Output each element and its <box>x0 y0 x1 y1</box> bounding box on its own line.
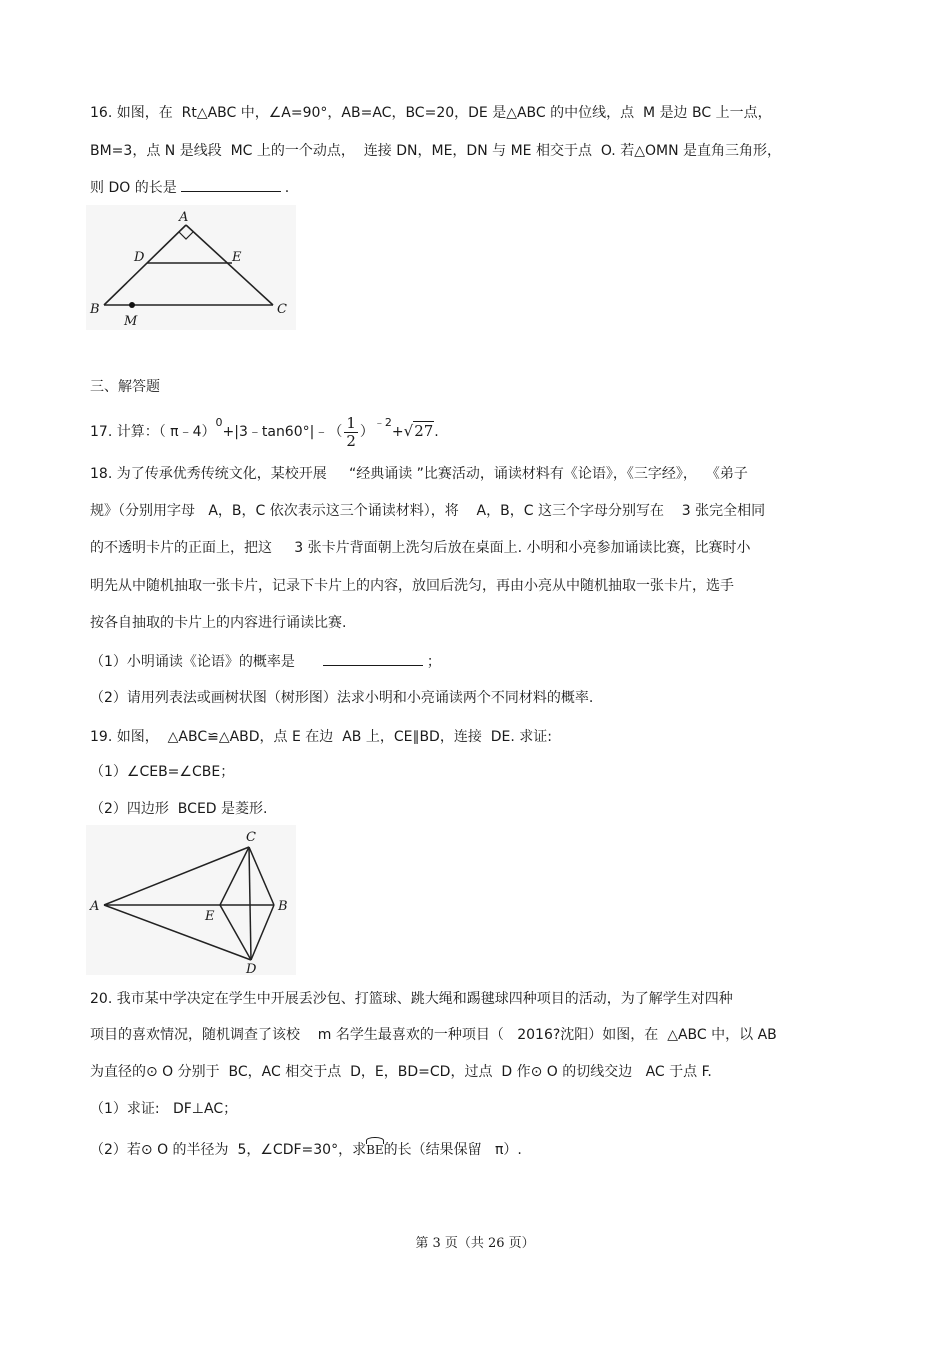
q16-line-2: BM=3，点 N 是线段 MC 上的一个动点， 连接 DN，ME，DN 与 ME 相交于点 O. 若△OMN 是直角三角形， <box>90 143 781 159</box>
label-m: M <box>124 314 138 329</box>
label-b: B <box>278 899 288 914</box>
label-c: C <box>246 830 256 845</box>
label-e: E <box>205 909 215 924</box>
exponent-neg-two: ﹣2 <box>373 416 392 429</box>
q20-line-1: 20. 我市某中学决定在学生中开展丢沙包、打篮球、跳大绳和踢毽球四种项目的活动，为了解学生对四种 <box>90 991 733 1007</box>
answer-blank <box>181 177 281 192</box>
q16-line-3-text: 则 DO 的长是 <box>90 180 177 196</box>
q18-sub-2: （2）请用列表法或画树状图（树形图）法求小明和小亮诵读两个不同材料的概率. <box>90 690 594 706</box>
q19-sub-1: （1）∠CEB=∠CBE； <box>90 764 235 780</box>
label-c: C <box>277 302 287 317</box>
label-a: A <box>179 210 189 225</box>
fraction-half: $\frac{1}{2}$ <box>346 413 356 450</box>
section-heading: 三、解答题 <box>90 379 160 395</box>
label-d: D <box>134 250 145 265</box>
point-m <box>129 302 135 308</box>
answer-blank <box>323 651 423 666</box>
triangle-figure-q16 <box>86 205 296 330</box>
q19-line-1: 19. 如图， △ABC≌△ABD，点 E 在边 AB 上，CE∥BD，连接 DE. 求证: <box>90 729 552 745</box>
q18-line-2: 规》（分别用字母 A，B，C 依次表示这三个诵读材料），将 A，B，C 这三个字母分别写在 3 张完全相同 <box>90 503 766 519</box>
q16-line-3: 则 DO 的长是 . <box>90 177 289 197</box>
q17-expression: 17. 计算：（ π﹣4）$^0$+|3﹣tan60°|﹣（ $\frac{1}{2}$ ）$^{﹣2}$+√27. <box>90 413 439 450</box>
rhombus-figure-q19 <box>86 825 296 975</box>
exponent-zero: 0 <box>215 416 223 429</box>
label-e: E <box>232 250 242 265</box>
q20-line-2: 项目的喜欢情况，随机调查了该校 m 名学生最喜欢的一种项目（ 2016?沈阳）如图，在 △ABC 中，以 AB <box>90 1027 777 1043</box>
q16-line-1: 16. 如图，在 Rt△ABC 中，∠A=90°，AB=AC，BC=20，DE 是△ABC 的中位线，点 M 是边 BC 上一点， <box>90 105 772 121</box>
q20-line-3: 为直径的⊙ O 分别于 BC，AC 相交于点 D，E，BD=CD，过点 D 作⊙ O 的切线交边 AC 于点 F. <box>90 1064 712 1080</box>
q18-line-5: 按各自抽取的卡片上的内容进行诵读比赛. <box>90 615 347 631</box>
label-b: B <box>90 302 100 317</box>
q18-line-1: 18. 为了传承优秀传统文化，某校开展 “经典诵读 ”比赛活动，诵读材料有《论语》，《三字经》， 《弟子 <box>90 466 748 482</box>
q18-sub-1: （1）小明诵读《论语》的概率是 ； <box>90 651 441 671</box>
square-root: √27 <box>403 422 434 440</box>
q19-sub-2: （2）四边形 BCED 是菱形. <box>90 801 268 817</box>
q20-sub-1: （1）求证: DF⊥AC； <box>90 1101 238 1117</box>
label-a: A <box>90 899 100 914</box>
arc-be: BE <box>366 1137 384 1159</box>
q18-line-3: 的不透明卡片的正面上，把这 3 张卡片背面朝上洗匀后放在桌面上. 小明和小亮参加诵读比赛，比赛时小 <box>90 540 751 556</box>
label-d: D <box>246 962 257 975</box>
page-footer: 第 3 页（共 26 页） <box>415 1236 535 1251</box>
q18-line-4: 明先从中随机抽取一张卡片，记录下卡片上的内容，放回后洗匀，再由小亮从中随机抽取一张卡片，选手 <box>90 578 734 594</box>
q20-sub-2: （2）若⊙ O 的半径为 5，∠CDF=30°，求BE的长（结果保留 π）. <box>90 1137 522 1159</box>
